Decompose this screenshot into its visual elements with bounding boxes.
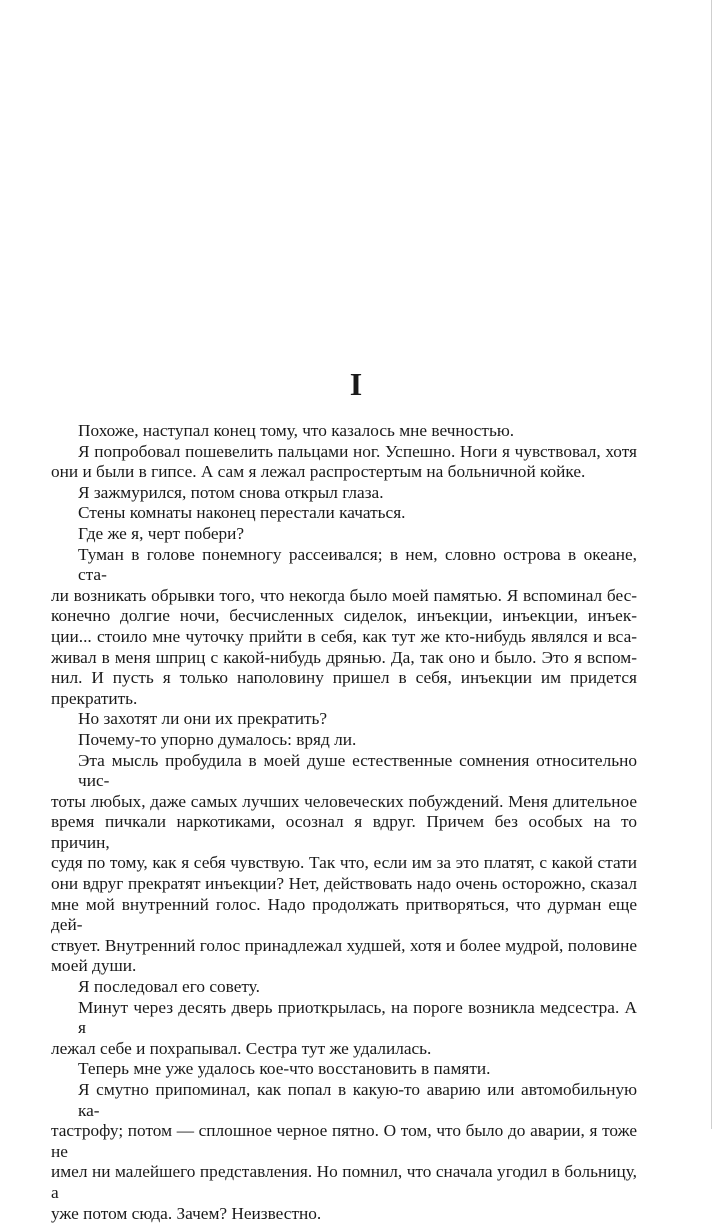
text-line: Почему-то упорно думалось: вряд ли. [78, 729, 357, 749]
text-line: Теперь мне уже удалось кое-что восстановить в памяти. [78, 1059, 491, 1079]
text-line: Похоже, наступал конец тому, что казалось мне вечностью. [78, 421, 515, 440]
text-line: конечно долгие ночи, бесчисленных сиделок, инъекции, инъекции, инъек- [51, 606, 637, 626]
paragraph [78, 503, 637, 524]
text-line: тоты любых, даже самых лучших человеческих побуждений. Меня длительное [51, 791, 637, 811]
text-line: моей души. [51, 956, 137, 976]
paragraph [78, 709, 637, 730]
text-line: Где же я, черт побери? [78, 523, 245, 543]
paragraph [51, 997, 637, 1060]
text-line: ствует. Внутренний голос принадлежал худшей, хотя и более мудрой, половине [51, 935, 637, 955]
paragraph [51, 544, 637, 710]
text-line: Я смутно припоминал, как попал в какую-то аварию или автомобильную ка- [78, 1080, 637, 1120]
paragraph [78, 730, 637, 751]
text-line: они и были в гипсе. А сам я лежал распростертым на больничной койке. [51, 462, 586, 482]
paragraph [51, 750, 637, 978]
text-line: Эта мысль пробудила в моей душе естественные сомнения относительно чис- [78, 750, 637, 791]
text-line: тастрофу; потом — сплошное черное пятно. О том, что было до аварии, я тоже не [51, 1121, 637, 1161]
paragraph [78, 977, 637, 998]
text-line: живал в меня шприц с какой-нибудь дрянью. Да, так оно и было. Это я вспом- [51, 647, 637, 667]
paragraph [51, 441, 637, 483]
paragraph [78, 421, 637, 442]
text-line: ли возникать обрывки того, что некогда было моей памятью. Я вспоминал бес- [51, 585, 637, 605]
paragraph [78, 483, 637, 504]
text-line: уже потом сюда. Зачем? Неизвестно. [51, 1203, 322, 1223]
text-line: лежал себе и похрапывал. Сестра тут же удалилась. [51, 1038, 432, 1058]
chapter-text [51, 421, 637, 1224]
text-line: мне мой внутренний голос. Надо продолжать притворяться, что дурман еще дей- [51, 894, 637, 935]
text-line: время пичкали наркотиками, осознал я вдруг. Причем без особых на то причин, [51, 812, 637, 852]
text-line: ции... стоило мне чуточку прийти в себя, как тут же кто-нибудь являлся и вса- [51, 626, 637, 646]
text-line: Я последовал его совету. [78, 977, 260, 997]
paragraph [78, 1059, 637, 1080]
paragraph [78, 524, 637, 545]
paragraph [51, 1080, 637, 1224]
text-line: прекратить. [51, 688, 138, 708]
text-line: Я попробовал пошевелить пальцами ног. Успешно. Ноги я чувствовал, хотя [78, 441, 637, 461]
text-line: Я зажмурился, потом снова открыл глаза. [78, 482, 384, 502]
text-line: судя по тому, как я себя чувствую. Так что, если им за это платят, с какой стати [51, 853, 637, 873]
text-line: Минут через десять дверь приоткрылась, на пороге возникла медсестра. А я [78, 997, 637, 1038]
text-line: они вдруг прекратят инъекции? Нет, действовать надо очень осторожно, сказал [51, 874, 637, 894]
text-line: Туман в голове понемногу рассеивался; в нем, словно острова в океане, ста- [78, 544, 637, 585]
text-line: имел ни малейшего представления. Но помнил, что сначала угодил в больницу, а [51, 1162, 637, 1202]
text-line: Но захотят ли они их прекратить? [78, 709, 328, 729]
text-line: нил. И пусть я только наполовину пришел в себя, инъекции им придется [51, 668, 637, 688]
text-line: Стены комнаты наконец перестали качаться. [78, 503, 406, 523]
chapter-number: I [349, 366, 363, 402]
